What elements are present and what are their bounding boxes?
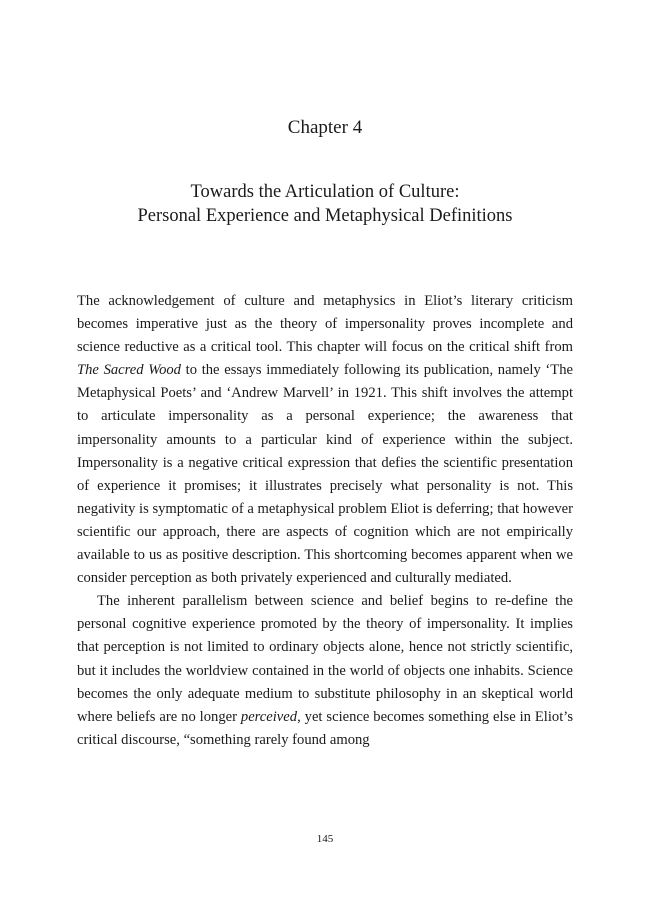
chapter-number: Chapter 4 [287,117,363,138]
emphasis-perceived: perceived [240,708,298,725]
chapter-title-line-2: Personal Experience and Metaphysical Definitions [137,206,513,226]
paragraph-2-text-b: , yet science becomes something else in Eliot’s critical discourse, “something rarely found among [77,708,574,748]
paragraph-1 [77,290,573,590]
book-title-sacred-wood: The Sacred Wood [77,362,181,379]
paragraph-2 [77,590,573,752]
chapter-title-line-1: Towards the Articulation of Culture: [190,182,460,202]
chapter-title [0,180,650,228]
page-number: 145 [316,833,334,845]
paragraph-2-text-a: The inherent parallelism between science and belief begins to re-define the personal cognitive experience promoted by the theory of impersonality. It implies that perception is not limited to ordinary objects alone, hence not strictly scientific, but it includes the worldview contained in the world of objects one inhabits. Science becomes the only adequate medium to substitute philosophy in an skeptical world where beliefs are no longer [77,593,573,725]
paragraph-1-text-a: The acknowledgement of culture and metaphysics in Eliot’s literary criticism becomes imperative just as the theory of impersonality proves incomplete and science reductive as a critical tool. This chapter will focus on the critical shift from [77,293,573,356]
paragraph-1-text-b: to the essays immediately following its publication, namely ‘The Metaphysical Poets’ and ‘Andrew Marvell’ in 1921. This shift involves the attempt to articulate impersonality as a personal experience; the awareness that impersonality amounts to a particular kind of experience within the subject. Impersonality is a negative critical expression that defies the scientific presentation of experience it promises; it illustrates precisely what personality is not. This negativity is symptomatic of a metaphysical problem Eliot is deferring; that however scientific our approach, there are aspects of cognition which are not empirically available to us as positive description. This shortcoming becomes apparent when we consider perception as both privately experienced and culturally mediated. [77,362,573,587]
body-text [77,290,573,752]
